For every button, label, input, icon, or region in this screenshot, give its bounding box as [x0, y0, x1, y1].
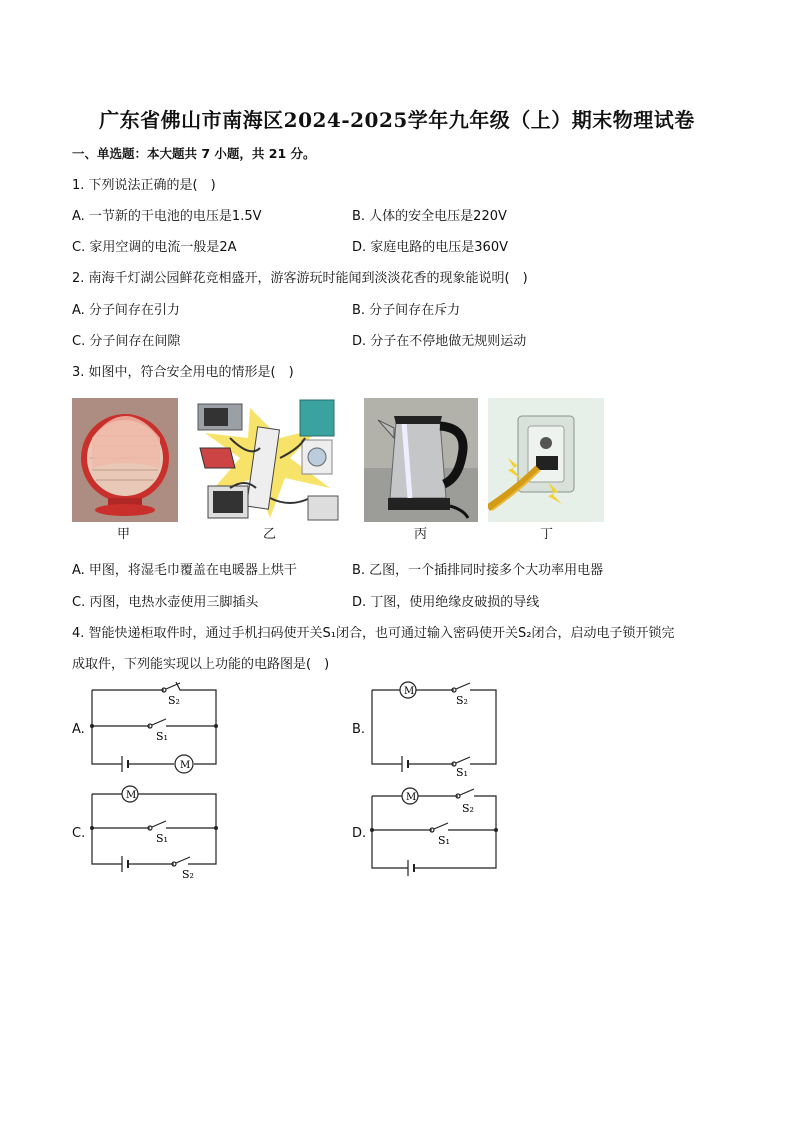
q1-option-b: B. 人体的安全电压是220V	[352, 209, 507, 224]
q3-option-b: B. 乙图，一个插排同时接多个大功率用电器	[352, 563, 604, 578]
caption-bing: 丙	[414, 527, 428, 542]
circuit-b	[366, 676, 506, 780]
q1-option-c: C. 家用空调的电流一般是2A	[72, 240, 237, 255]
q3-stem: 3. 如图中，符合安全用电的情形是( )	[72, 365, 294, 380]
q3-option-c: C. 丙图，电热水壶使用三脚插头	[72, 595, 259, 610]
circuit-c	[84, 784, 224, 884]
power-strip-image	[190, 398, 348, 522]
switch-s1-label: S₁	[438, 834, 450, 847]
q1-option-d: D. 家庭电路的电压是360V	[352, 240, 508, 255]
switch-s1-label: S₁	[156, 730, 168, 743]
caption-ding: 丁	[540, 527, 554, 542]
switch-s2-label: S₂	[182, 868, 194, 881]
caption-jia: 甲	[117, 527, 131, 542]
section-heading: 一、单选题：本大题共 7 小题，共 21 分。	[72, 146, 316, 161]
kettle-image	[364, 398, 478, 522]
q4-label-c: C.	[72, 826, 86, 841]
q3-option-a: A. 甲图，将湿毛巾覆盖在电暖器上烘干	[72, 563, 297, 578]
switch-s2-label: S₂	[456, 694, 468, 707]
switch-s1-label: S₁	[156, 832, 168, 845]
circuit-a	[84, 680, 224, 780]
exam-title: 广东省佛山市南海区2024-2025学年九年级（上）期末物理试卷	[99, 108, 695, 132]
q2-option-d: D. 分子在不停地做无规则运动	[352, 334, 527, 349]
q2-option-b: B. 分子间存在斥力	[352, 303, 461, 318]
switch-s2-label: S₂	[462, 802, 474, 815]
motor-label: M	[126, 790, 137, 801]
q4-label-d: D.	[352, 826, 367, 841]
q4-label-a: A.	[72, 722, 85, 737]
heater-image	[72, 398, 178, 522]
q4-label-b: B.	[352, 722, 366, 737]
motor-label: M	[180, 760, 191, 771]
q3-option-d: D. 丁图，使用绝缘皮破损的导线	[352, 595, 540, 610]
q1-option-a: A. 一节新的干电池的电压是1.5V	[72, 209, 262, 224]
socket-image	[488, 398, 604, 522]
q1-stem: 1. 下列说法正确的是( )	[72, 178, 216, 193]
q2-option-c: C. 分子间存在间隙	[72, 334, 181, 349]
circuit-d	[366, 784, 506, 884]
switch-s2-label: S₂	[168, 694, 180, 707]
motor-label: M	[404, 686, 415, 697]
q4-stem-line1: 4. 智能快递柜取件时，通过手机扫码使开关S₁闭合，也可通过输入密码使开关S₂闭合，启动电子锁开锁完	[72, 626, 675, 641]
q2-option-a: A. 分子间存在引力	[72, 303, 180, 318]
motor-label: M	[406, 792, 417, 803]
q2-stem: 2. 南海千灯湖公园鲜花竞相盛开，游客游玩时能闻到淡淡花香的现象能说明( )	[72, 271, 528, 286]
caption-yi: 乙	[263, 527, 277, 542]
q4-stem-line2: 成取件，下列能实现以上功能的电路图是( )	[72, 657, 330, 672]
switch-s1-label: S₁	[456, 766, 468, 779]
